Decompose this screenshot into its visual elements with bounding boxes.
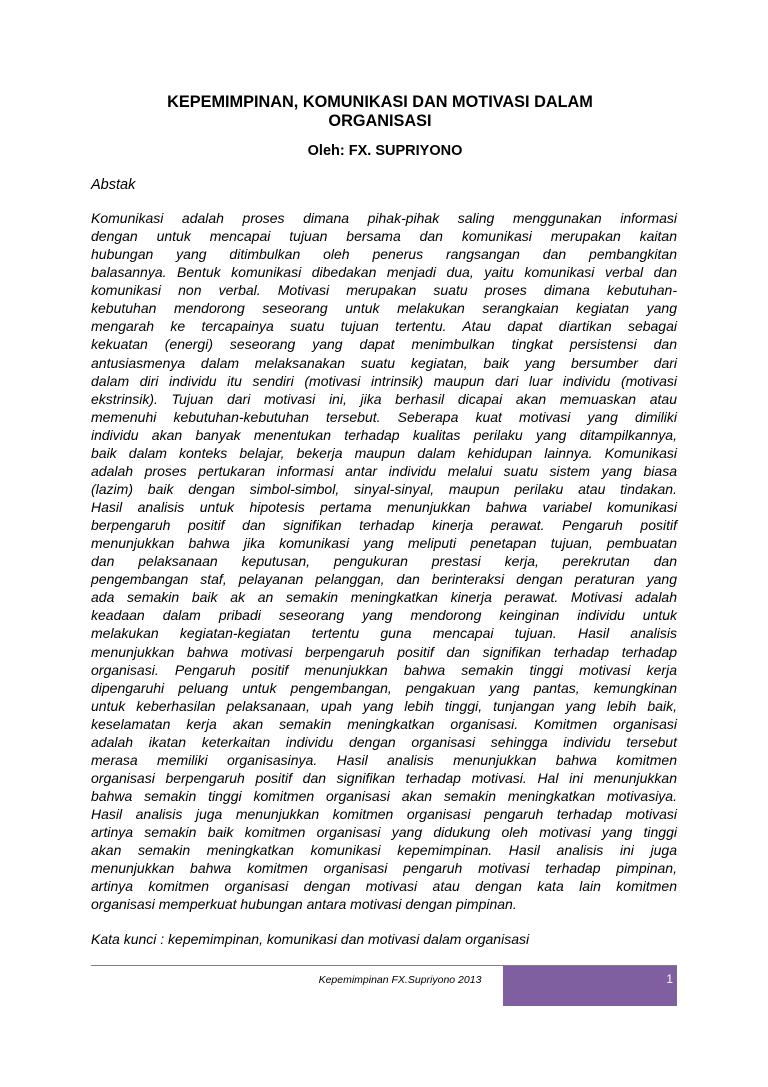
abstract-line: dipengaruhi peluang untuk pengembangan, pengakuan yang pantas, kemungkinan [91,679,677,696]
abstract-line: keadaan dalam pribadi seseorang yang mendorong keinginan individu untuk [91,607,677,624]
abstract-line: hubungan yang ditimbulkan oleh penerus rangsangan dan pembangkitan [91,246,677,263]
abstract-line: dan pelaksanaan keputusan, pengukuran prestasi kerja, perekrutan dan [91,553,677,570]
abstract-line: bahwa semakin tinggi komitmen organisasi akan semakin meningkatkan motivasiya. [91,788,677,804]
abstract-line: dalam diri individu itu sendiri (motivasi intrinsik) maupun dari luar individu (motivasi [91,372,677,389]
abstract-line: pengembangan staf, pelayanan pelanggan, dan berinteraksi dengan peraturan yang [91,571,677,588]
footer-text: Kepemimpinan FX.Supriyono 2013 [318,974,482,986]
abstract-line: ekstrinsik). Tujuan dari motivasi ini, jika berhasil dicapai akan memuaskan atau [91,390,677,407]
abstract-line: individu akan banyak menentukan terhadap kualitas perilaku yang ditampilkannya, [91,426,677,443]
abstract-line: memenuhi kebutuhan-kebutuhan tersebut. Seberapa kuat motivasi yang dimiliki [91,408,677,425]
abstract-line: balasannya. Bentuk komunikasi dibedakan menjadi dua, yaitu komunikasi verbal dan [91,264,677,281]
abstract-line: komunikasi non verbal. Motivasi merupakan suatu proses dimana kebutuhan- [91,282,677,299]
abstract-line: artinya komitmen organisasi dengan motivasi atau dengan kata lain komitmen [91,878,677,895]
abstract-line: organisasi. Pengaruh positif menunjukkan bahwa semakin tinggi motivasi kerja [91,661,677,678]
abstract-line: organisasi memperkuat hubungan antara motivasi dengan pimpinan. [91,896,517,913]
abstract-line: adalah proses pertukaran informasi antar individu melalui suatu sistem yang biasa [91,462,677,479]
abstract-body [91,209,677,913]
abstract-line: menunjukkan bahwa jika komunikasi yang meliputi penetapan tujuan, pembuatan [91,535,677,552]
abstract-line: Hasil analisis untuk hipotesis pertama menunjukkan bahwa variabel komunikasi [91,499,677,515]
document-title: KEPEMIMPINAN, KOMUNIKASI DAN MOTIVASI DALAM ORGANISASI [167,93,593,130]
abstract-line: ada semakin baik ak an semakin meningkatkan kinerja perawat. Motivasi adalah [91,589,677,606]
abstract-line: dengan untuk mencapai tujuan bersama dan komunikasi merupakan kaitan [91,228,677,245]
abstract-line: Komunikasi adalah proses dimana pihak-pihak saling menggunakan informasi [91,210,677,226]
abstract-line: organisasi berpengaruh positif dan signifikan terhadap motivasi. Hal ini menunjukkan [91,769,677,786]
abstract-line: menunjukkan bahwa motivasi berpengaruh positif dan signifikan terhadap terhadap [91,643,677,660]
author-line: Oleh: FX. SUPRIYONO [307,143,463,159]
abstract-line: mengarah ke tercapainya suatu tujuan tertentu. Atau dapat diartikan sebagai [91,318,677,335]
page-number-box [503,966,677,1006]
abstract-line: (lazim) baik dengan simbol-simbol, sinyal-sinyal, maupun perilaku atau tindakan. [91,480,677,497]
abstract-line: menunjukkan bahwa komitmen organisasi pengaruh motivasi terhadap pimpinan, [91,860,677,877]
abstract-line: antusiasmenya dalam melaksanakan suatu kegiatan, baik yang bersumber dari [91,354,677,371]
abstract-line: keselamatan kerja akan semakin meningkatkan organisasi. Komitmen organisasi [91,715,677,732]
abstract-line: merasa memiliki organisasinya. Hasil analisis menunjukkan bahwa komitmen [91,751,677,768]
abstract-line: adalah ikatan keterkaitan individu dengan organisasi sehingga individu tersebut [91,733,677,750]
abstract-line: Hasil analisis juga menunjukkan komitmen organisasi pengaruh terhadap motivasi [91,806,677,823]
abstract-line: untuk keberhasilan pelaksanaan, upah yang lebih tinggi, tunjangan yang lebih baik, [91,697,677,714]
abstract-line: artinya semakin baik komitmen organisasi yang didukung oleh motivasi yang tinggi [91,824,677,841]
abstract-line: baik dalam konteks belajar, bekerja maupun dalam kehidupan lainnya. Komunikasi [91,444,677,461]
keywords-line: Kata kunci : kepemimpinan, komunikasi dan motivasi dalam organisasi [91,931,530,947]
page-number: 1 [666,972,673,986]
abstract-line: melakukan kegiatan-kegiatan tertentu guna mencapai tujuan. Hasil analisis [91,625,677,642]
abstract-line: akan semakin meningkatkan komunikasi kepemimpinan. Hasil analisis ini juga [91,842,677,859]
abstract-line: kebutuhan mendorong seseorang untuk melakukan serangkaian kegiatan yang [91,300,677,317]
abstract-line: berpengaruh positif dan signifikan terhadap kinerja perawat. Pengaruh positif [91,517,677,534]
abstract-line: kekuatan (energi) seseorang yang dapat menimbulkan tingkat persistensi dan [91,336,677,353]
abstract-heading: Abstak [91,177,136,193]
